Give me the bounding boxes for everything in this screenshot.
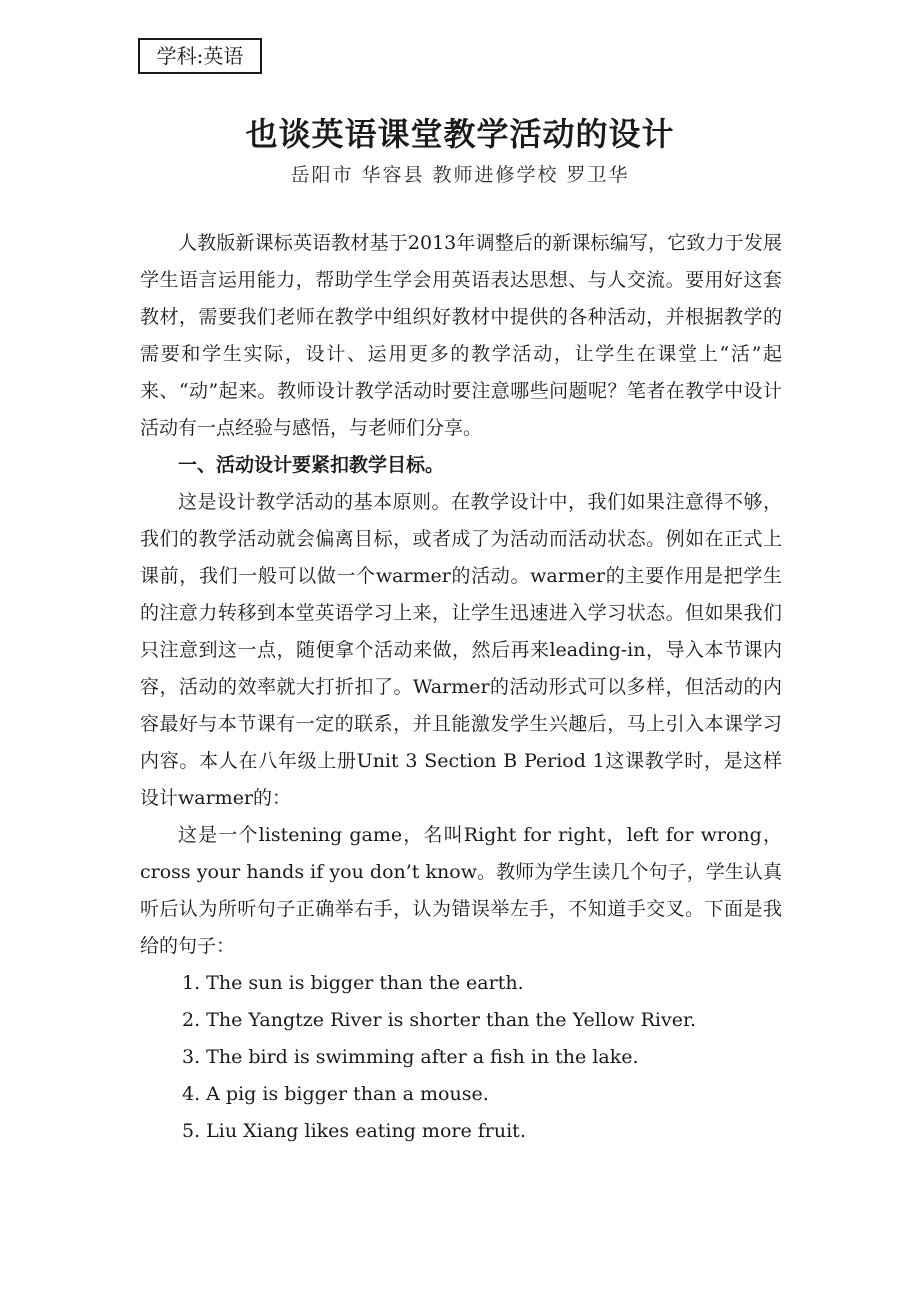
author-line: 岳阳市 华容县 教师进修学校 罗卫华 [290,164,630,186]
section-paragraph: 这是设计教学活动的基本原则。在教学设计中，我们如果注意得不够，我们的教学活动就会偏离目标，或者成了为活动而活动状态。例如在正式上课前，我们一般可以做一个warmer的活动。warmer的主要作用是把学生的注意力转移到本堂英语学习上来，让学生迅速进入学习状态。但如果我们只注意到这一点，随便拿个活动来做，然后再来leading-in，导入本节课内容，活动的效率就大打折扣了。Warmer的活动形式可以多样，但活动的内容最好与本节课有一定的联系，并且能激发学生兴趣后，马上引入本课学习内容。本人在八年级上册Unit 3 Section B Period 1这课教学时，是这样设计warmer的： [140,491,782,809]
article-title: 也谈英语课堂教学活动的设计 [245,115,675,153]
example-sentence: 5. Liu Xiang likes eating more fruit. [182,1120,526,1142]
example-sentence: 3. The bird is swimming after a fish in the lake. [182,1046,639,1068]
subject-label: 学科:英语 [156,44,244,68]
example-sentence: 1. The sun is bigger than the earth. [182,972,524,994]
section-heading: 一、活动设计要紧扣教学目标。 [178,454,445,476]
example-sentence: 4. A pig is bigger than a mouse. [182,1083,489,1105]
example-sentence: 2. The Yangtze River is shorter than the Yellow River. [182,1009,697,1031]
subject-label-box [138,38,262,74]
intro-paragraph: 人教版新课标英语教材基于2013年调整后的新课标编写，它致力于发展学生语言运用能力，帮助学生学会用英语表达思想、与人交流。要用好这套教材，需要我们老师在教学中组织好教材中提供的各种活动，并根据教学的需要和学生实际，设计、运用更多的教学活动，让学生在课堂上“活”起来、“动”起来。教师设计教学活动时要注意哪些问题呢？笔者在教学中设计活动有一点经验与感悟，与老师们分享。 [140,232,782,439]
section-paragraph: 这是一个listening game，名叫Right for right，left for wrong，cross your hands if you don’t know。教师为学生读几个句子，学生认真听后认为所听句子正确举右手，认为错误举左手，不知道手交叉。下面是我给的句子： [140,824,782,957]
article-body [140,225,782,1150]
